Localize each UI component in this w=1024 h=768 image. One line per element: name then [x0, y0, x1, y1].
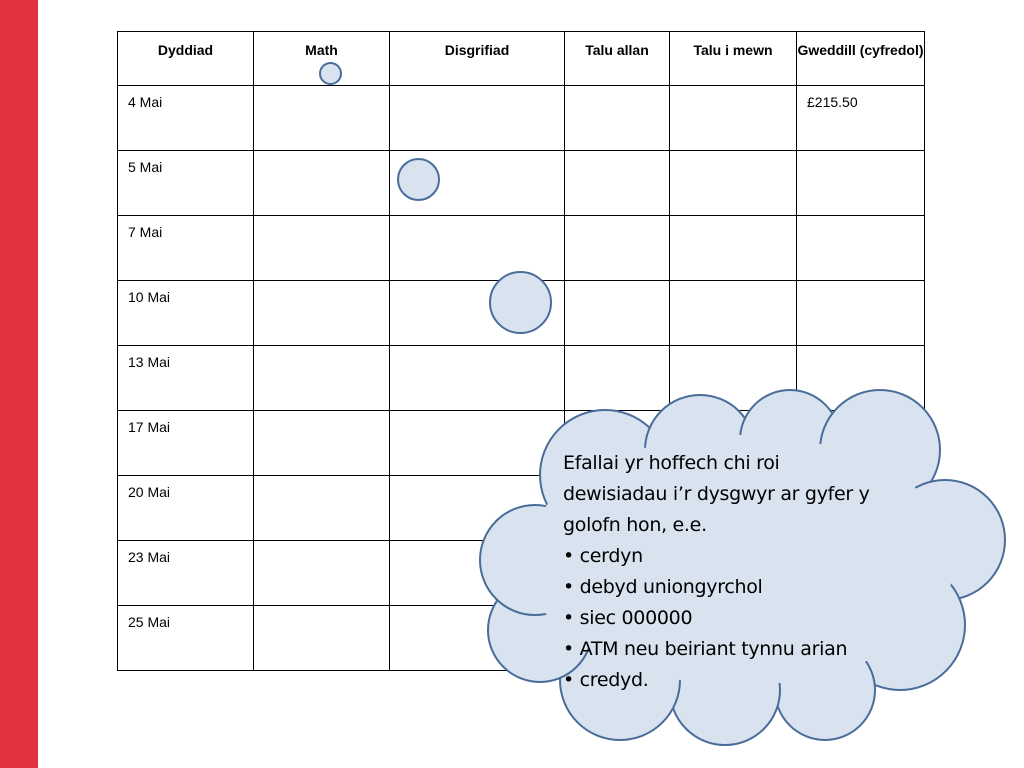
date-cell: 20 Mai: [118, 476, 254, 541]
header-paid-out: Talu allan: [565, 32, 670, 86]
date-cell: 13 Mai: [118, 346, 254, 411]
callout-option-cheque: • siec 000000: [563, 607, 693, 629]
date-cell: 25 Mai: [118, 606, 254, 671]
cloud-callout-text: [563, 448, 943, 696]
callout-intro-line: dewisiadau i’r dysgwyr ar gyfer y: [563, 483, 870, 505]
date-cell: 5 Mai: [118, 151, 254, 216]
date-cell: 10 Mai: [118, 281, 254, 346]
callout-intro-line: golofn hon, e.e.: [563, 514, 707, 536]
header-description: Disgrifiad: [390, 32, 565, 86]
header-balance: Gweddill (cyfredol): [797, 32, 925, 86]
balance-cell: £215.50: [797, 86, 925, 151]
callout-option-credit: • credyd.: [563, 669, 649, 691]
date-cell: 23 Mai: [118, 541, 254, 606]
callout-option-card: • cerdyn: [563, 545, 643, 567]
header-paid-in: Talu i mewn: [670, 32, 797, 86]
header-type: Math: [254, 32, 390, 86]
callout-option-direct-debit: • debyd uniongyrchol: [563, 576, 763, 598]
callout-option-atm: • ATM neu beiriant tynnu arian: [563, 638, 848, 660]
callout-intro-line: Efallai yr hoffech chi roi: [563, 452, 780, 474]
date-cell: 7 Mai: [118, 216, 254, 281]
date-cell: 4 Mai: [118, 86, 254, 151]
date-cell: 17 Mai: [118, 411, 254, 476]
header-date: Dyddiad: [118, 32, 254, 86]
